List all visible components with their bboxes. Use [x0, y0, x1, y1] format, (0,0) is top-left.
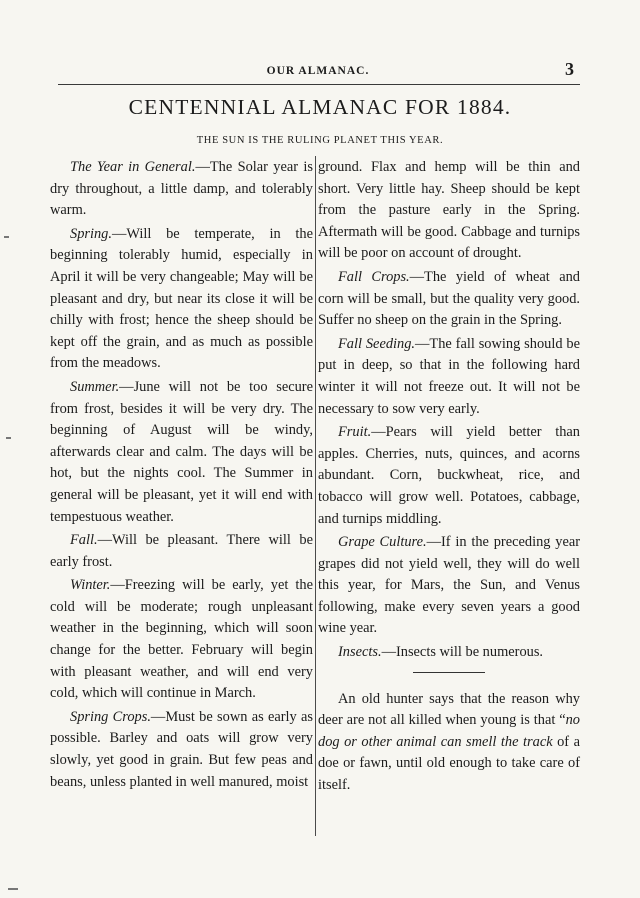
- paragraph-text: —Will be temperate, in the beginning tolerably humid, especially in April it will be very changeable; May will be pleasant and dry, but near its close it will be chilly with frost; hence the sheep should be kept off the grain, and as much as possible from the meadows.: [50, 225, 313, 372]
- header-rule: [58, 84, 580, 85]
- paragraph-lead: Fall Seeding.: [338, 335, 416, 352]
- paragraph-hunter-note: [318, 689, 580, 797]
- paragraph-fall: [50, 530, 313, 573]
- paragraph-lead: Winter.: [70, 577, 111, 594]
- paragraph-lead: Fall.: [70, 532, 98, 549]
- paragraph-lead: Fruit.: [338, 424, 372, 441]
- paragraph-lead: Grape Culture.: [338, 534, 427, 551]
- page-number: 3: [565, 59, 574, 79]
- paragraph-grape-culture: [318, 532, 580, 640]
- left-column: [50, 157, 313, 793]
- page-subtitle: THE SUN IS THE RULING PLANET THIS YEAR.: [196, 135, 444, 146]
- paragraph-text: —Freezing will be early, yet the cold will be moderate; rough unpleasant weather in the beginning, which will soon change for the better. February will begin with pleasant weather, and will end very cold, which will continue in March.: [50, 577, 313, 702]
- paragraph-text: —If in the preceding year grapes did not yield well, they will do well this year, for Mars, the Sun, and Venus following, make every seven years a good wine year.: [318, 534, 581, 637]
- paragraph-text: —The Solar year is dry throughout, a little damp, and tolerably warm.: [50, 159, 313, 219]
- page-title: CENTENNIAL ALMANAC FOR 1884.: [128, 95, 512, 119]
- paragraph-lead: Fall Crops.: [338, 268, 410, 285]
- paragraph-text: —Insects will be numerous.: [381, 644, 544, 661]
- margin-mark: [6, 437, 11, 439]
- margin-mark: [8, 888, 18, 890]
- running-head-title: OUR ALMANAC.: [266, 65, 370, 77]
- running-head: [56, 59, 580, 82]
- paragraph-spring-crops: [50, 707, 313, 793]
- column-divider: [315, 156, 316, 836]
- paragraph-insects: [318, 642, 580, 664]
- paragraph-text: —The fall sowing should be put in deep, so that in the following hard winter it will not freeze out. It will not be necessary to sow very early.: [318, 335, 580, 417]
- margin-mark: [4, 236, 9, 238]
- section-rule: [413, 672, 485, 673]
- right-column: [318, 157, 580, 797]
- paragraph-text: —Must be sown as early as possible. Barley and oats will grow very slowly, yet good in grain. But few peas and beans, unless planted in well manured, moist: [50, 708, 314, 790]
- paragraph-fall-seeding: [318, 334, 580, 420]
- paragraph-text: —The yield of wheat and corn will be small, but the quality very good. Suffer no sheep on the grain in the Spring.: [318, 268, 580, 329]
- paragraph-lead: The Year in General.: [70, 159, 196, 175]
- paragraph-summer: [50, 377, 313, 528]
- paragraph-fall-crops: [318, 267, 580, 332]
- paragraph-text: —Pears will yield better than apples. Cherries, nuts, quinces, and acorns abundant. Corn, buckwheat, rice, and tobacco will grow well. Potatoes, cabbage, and turnips middling.: [318, 424, 580, 527]
- paragraph-continuation: ground. Flax and hemp will be thin and short. Very little hay. Sheep should be kept from the pasture early in the Spring. Aftermath will be good. Cabbage and turnips will be poor on account of drought.: [318, 159, 580, 262]
- paragraph-text: —Will be pleasant. There will be early frost.: [50, 532, 313, 570]
- paragraph-spring: [50, 224, 313, 375]
- paragraph-winter: [50, 575, 313, 705]
- hunter-note-text: An old hunter says that the reason why deer are not all killed when young is that “: [318, 690, 580, 729]
- paragraph-fruit: [318, 422, 580, 530]
- paragraph-lead: Summer.: [70, 378, 120, 395]
- paragraph-lead: Insects.: [338, 644, 382, 661]
- paragraph-text: —June will not be too secure from frost, besides it will be very dry. The beginning of August will be windy, afterwards clear and calm. The days will be hot, but the nights cool. The Summer in general will be pleasant, yet it will end with tempestuous weather.: [50, 378, 313, 525]
- paragraph-lead: Spring.: [70, 225, 112, 242]
- hunter-note-text: of a doe or fawn, until old enough to take care of itself.: [318, 733, 580, 794]
- paragraph-lead: Spring Crops.: [70, 708, 151, 725]
- hunter-note-emphasis: no dog or other animal can smell the track: [318, 712, 580, 750]
- paragraph-year-in-general: [50, 157, 313, 222]
